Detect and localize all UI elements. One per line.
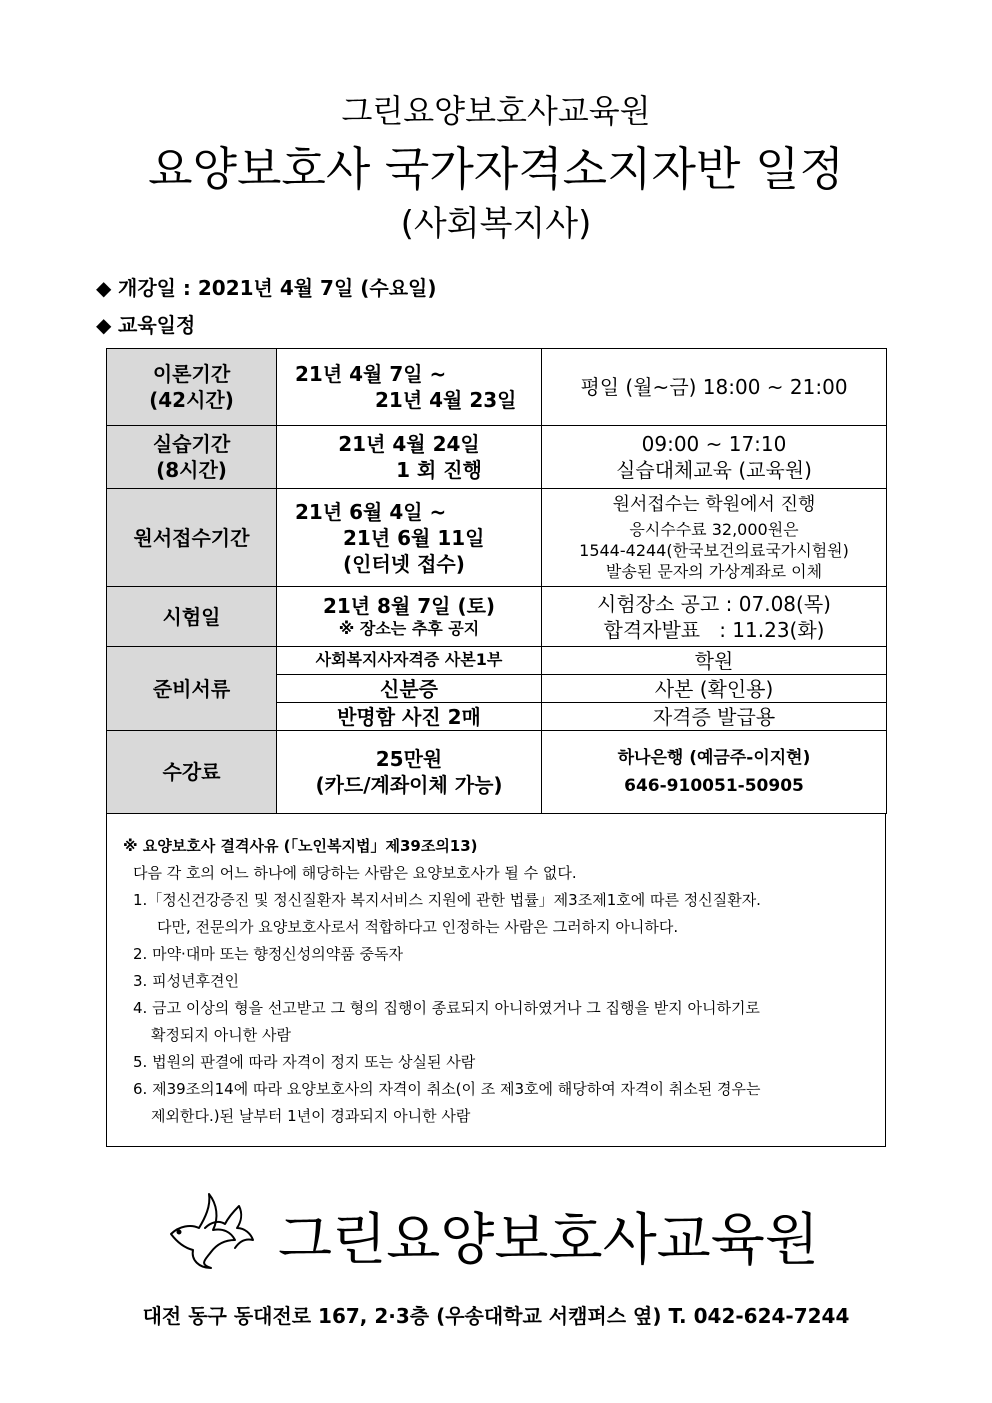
document-item: 사회복지사자격증 사본1부 (277, 647, 542, 675)
document-note: 사본 (확인용) (542, 675, 887, 703)
practice-hours: (8시간) (156, 458, 227, 482)
schedule-bullet (96, 309, 195, 338)
page-subtitle: (사회복지사) (400, 204, 592, 244)
application-header: 원서접수기간 (107, 489, 277, 587)
practice-info (542, 426, 887, 489)
table-row (107, 349, 887, 426)
application-fee: 응시수수료 32,000원은 (629, 520, 799, 539)
practice-time: 09:00 ~ 17:10 (641, 432, 787, 456)
schedule-heading: 교육일정 (118, 313, 196, 337)
fee-amount: 25만원 (375, 747, 443, 771)
disqualification-notes (106, 813, 886, 1147)
notes-item: 4. 금고 이상의 형을 선고받고 그 형의 집행이 종료되지 아니하였거나 그 집행을 받지 아니하기로 (133, 999, 760, 1017)
diamond-bullet-icon: ◆ (96, 313, 112, 337)
table-row (107, 731, 887, 814)
document-item: 신분증 (277, 675, 542, 703)
application-method: (인터넷 접수) (343, 551, 465, 576)
table-row (107, 489, 887, 587)
document-note: 자격증 발급용 (542, 703, 887, 731)
application-date-start: 21년 6월 4일 ~ (295, 499, 447, 524)
notes-item: 6. 제39조의14에 따라 요양보호사의 자격이 취소(이 조 제3호에 해당하여 자격이 취소된 경우는 (133, 1080, 761, 1098)
notes-item-cont: 다만, 전문의가 요양보호사로서 적합하다고 인정하는 사람은 그러하지 아니하다. (157, 918, 679, 936)
org-name: 그린요양보호사교육원 (341, 92, 651, 130)
practice-title: 실습기간 (152, 432, 231, 456)
footer-brand: 그린요양보호사교육원 (278, 1208, 819, 1273)
application-transfer: 발송된 문자의 가상계좌로 이체 (605, 561, 823, 581)
page-title: 요양보호사 국가자격소지자반 일정 (148, 142, 844, 196)
doves-logo-icon (165, 1188, 255, 1270)
exam-date-cell (277, 587, 542, 647)
exam-info (542, 587, 887, 647)
theory-hours: (42시간) (149, 388, 234, 412)
application-dates (277, 489, 542, 587)
table-row (107, 426, 887, 489)
fee-account: 646-910051-50905 (624, 776, 804, 796)
theory-time: 평일 (월~금) 18:00 ~ 21:00 (542, 349, 887, 426)
practice-note: 실습대체교육 (교육원) (616, 458, 812, 482)
table-row (107, 647, 887, 675)
notes-item-cont: 확정되지 아니한 사람 (151, 1026, 291, 1044)
application-date-end: 21년 6월 11일 (343, 525, 485, 550)
notes-item: 1.「정신건강증진 및 정신질환자 복지서비스 지원에 관한 법률」제3조제1호에 따른 정신질환자. (133, 891, 761, 909)
practice-date: 21년 4월 24일 (338, 432, 480, 456)
opening-date-text: 개강일 : 2021년 4월 7일 (수요일) (118, 276, 437, 300)
theory-header (107, 349, 277, 426)
fee-bank: 하나은행 (예금주-이지현) (617, 747, 811, 768)
application-info-line: 원서접수는 학원에서 진행 (612, 493, 816, 515)
document-note: 학원 (542, 647, 887, 675)
notes-heading: ※ 요양보호사 결격사유 (「노인복지법」제39조의13) (123, 837, 478, 855)
notes-item-cont: 제외한다.)된 날부터 1년이 경과되지 아니한 사람 (151, 1107, 471, 1125)
fee-cell (277, 731, 542, 814)
exam-location-note: ※ 장소는 추후 공지 (338, 619, 480, 639)
practice-header (107, 426, 277, 489)
exam-header: 시험일 (107, 587, 277, 647)
footer-address: 대전 동구 동대전로 167, 2·3층 (우송대학교 서캠퍼스 옆) T. 042-624-7244 (142, 1304, 850, 1328)
table-row (107, 587, 887, 647)
notes-item: 2. 마약·대마 또는 향정신성의약품 중독자 (133, 945, 403, 963)
application-phone: 1544-4244(한국보건의료국가시험원) (579, 540, 849, 560)
schedule-table (106, 348, 887, 814)
notes-item: 3. 피성년후견인 (133, 972, 240, 990)
notes-item: 5. 법원의 판결에 따라 자격이 정지 또는 상실된 사람 (133, 1053, 476, 1071)
notes-intro: 다음 각 호의 어느 하나에 해당하는 사람은 요양보호사가 될 수 없다. (133, 864, 577, 882)
fee-method: (카드/계좌이체 가능) (315, 773, 503, 797)
application-info (542, 489, 887, 587)
opening-date-bullet (96, 272, 436, 301)
theory-date-start: 21년 4월 7일 ~ (295, 362, 447, 386)
diamond-bullet-icon: ◆ (96, 276, 112, 300)
exam-result-announce: 합격자발표 : 11.23(화) (603, 617, 825, 642)
exam-date: 21년 8월 7일 (토) (322, 594, 496, 619)
fee-header: 수강료 (107, 731, 277, 814)
exam-location-announce: 시험장소 공고 : 07.08(목) (597, 591, 831, 616)
document-item: 반명함 사진 2매 (277, 703, 542, 731)
documents-header: 준비서류 (107, 647, 277, 731)
practice-count: 1 회 진행 (396, 458, 482, 482)
theory-dates (277, 349, 542, 426)
fee-bank-cell (542, 731, 887, 814)
practice-dates (277, 426, 542, 489)
theory-title: 이론기간 (152, 362, 231, 386)
theory-date-end: 21년 4월 23일 (375, 388, 517, 412)
